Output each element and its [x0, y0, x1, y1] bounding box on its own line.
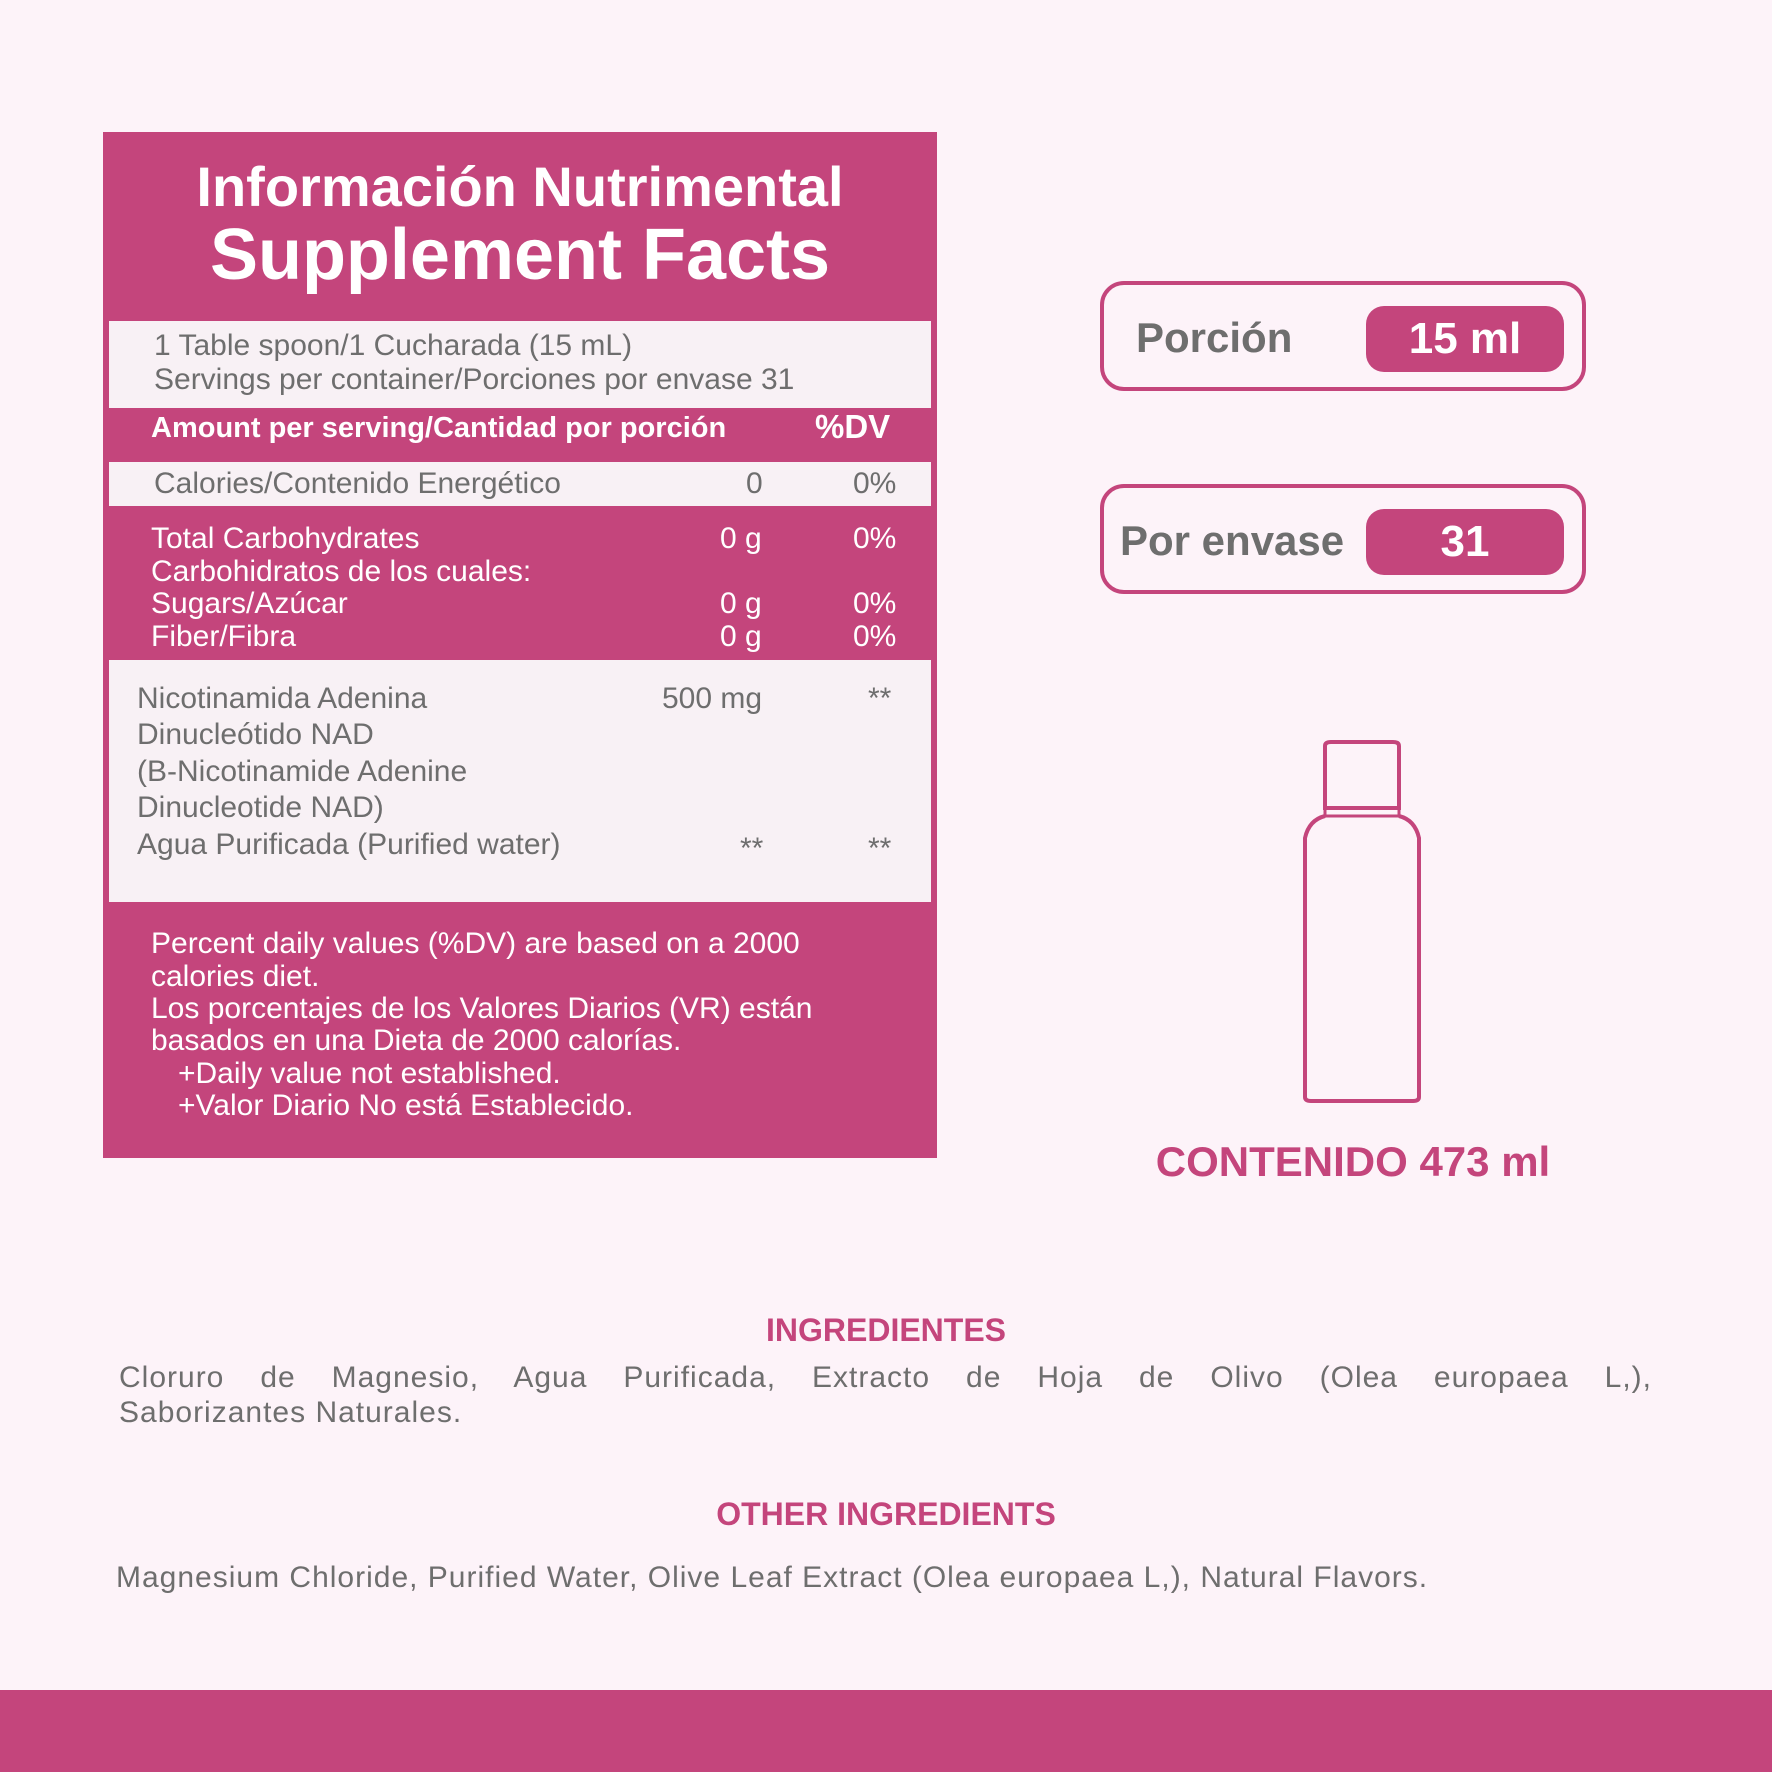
- ingredients-band: [109, 660, 931, 902]
- calories-amount: 0: [746, 467, 763, 500]
- water-dv: **: [868, 832, 892, 865]
- panel-title-es: Información Nutrimental: [196, 155, 844, 218]
- supplement-facts-panel: [103, 132, 937, 1158]
- bottle-icon: [1295, 740, 1440, 1105]
- panel-title-en: Supplement Facts: [209, 215, 831, 295]
- per-container-label: Por envase: [1120, 517, 1345, 564]
- sugars-label: Sugars/Azúcar: [151, 587, 348, 620]
- ingredients-text-line-1: Cloruro de Magnesio, Agua Purificada, Extracto de Hoja de Olivo (Olea europaea L,),: [119, 1361, 1652, 1394]
- water-label: Agua Purificada (Purified water): [137, 828, 561, 861]
- other-ingredients-heading: OTHER INGREDIENTS: [716, 1496, 1056, 1532]
- nad-line-3: (B-Nicotinamide Adenine: [137, 755, 468, 788]
- calories-row: [109, 462, 931, 506]
- serving-info-band: [109, 321, 931, 408]
- amount-per-serving-header: Amount per serving/Cantidad por porción: [151, 412, 727, 444]
- sugars-dv: 0%: [853, 587, 897, 620]
- portion-box: [1100, 281, 1586, 391]
- calories-dv: 0%: [853, 467, 897, 500]
- fiber-amount: 0 g: [720, 620, 762, 653]
- nad-dv: **: [868, 682, 892, 715]
- ingredients-text-line-2: Saborizantes Naturales.: [119, 1396, 463, 1429]
- other-ingredients-text: Magnesium Chloride, Purified Water, Olive Leaf Extract (Olea europaea L,), Natural Flavors.: [116, 1561, 1429, 1594]
- footnote-1: Percent daily values (%DV) are based on a 2000: [151, 927, 800, 960]
- servings-per-container: Servings per container/Porciones por envase 31: [154, 363, 795, 396]
- per-container-box: [1100, 484, 1586, 594]
- calories-label: Calories/Contenido Energético: [154, 467, 561, 500]
- carbs-dv: 0%: [853, 522, 897, 555]
- carbs-label: Total Carbohydrates: [151, 522, 420, 555]
- nad-line-4: Dinucleotide NAD): [137, 791, 384, 824]
- fiber-dv: 0%: [853, 620, 897, 653]
- ingredients-heading: INGREDIENTES: [765, 1312, 1007, 1348]
- dv-header: %DV: [815, 408, 891, 445]
- nad-amount: 500 mg: [662, 682, 763, 715]
- portion-value: 15 ml: [1366, 306, 1564, 372]
- footnote-2: calories diet.: [151, 960, 320, 993]
- nad-line-1: Nicotinamida Adenina: [137, 682, 428, 715]
- footnote-5: +Daily value not established.: [178, 1057, 561, 1090]
- footnote-3: Los porcentajes de los Valores Diarios (VR) están: [151, 992, 813, 1025]
- content-volume: CONTENIDO 473 ml: [1155, 1138, 1551, 1185]
- footnote-6: +Valor Diario No está Establecido.: [178, 1089, 634, 1122]
- per-container-value: 31: [1366, 509, 1564, 575]
- water-amount: **: [740, 832, 764, 865]
- sugars-amount: 0 g: [720, 587, 762, 620]
- footnote-4: basados en una Dieta de 2000 calorías.: [151, 1024, 682, 1057]
- carbs-amount: 0 g: [720, 522, 762, 555]
- footer-bar: [0, 1690, 1772, 1772]
- serving-size: 1 Table spoon/1 Cucharada (15 mL): [154, 329, 633, 362]
- portion-label: Porción: [1136, 314, 1293, 361]
- nad-line-2: Dinucleótido NAD: [137, 718, 374, 751]
- carbs-sub-label: Carbohidratos de los cuales:: [151, 555, 532, 588]
- fiber-label: Fiber/Fibra: [151, 620, 297, 653]
